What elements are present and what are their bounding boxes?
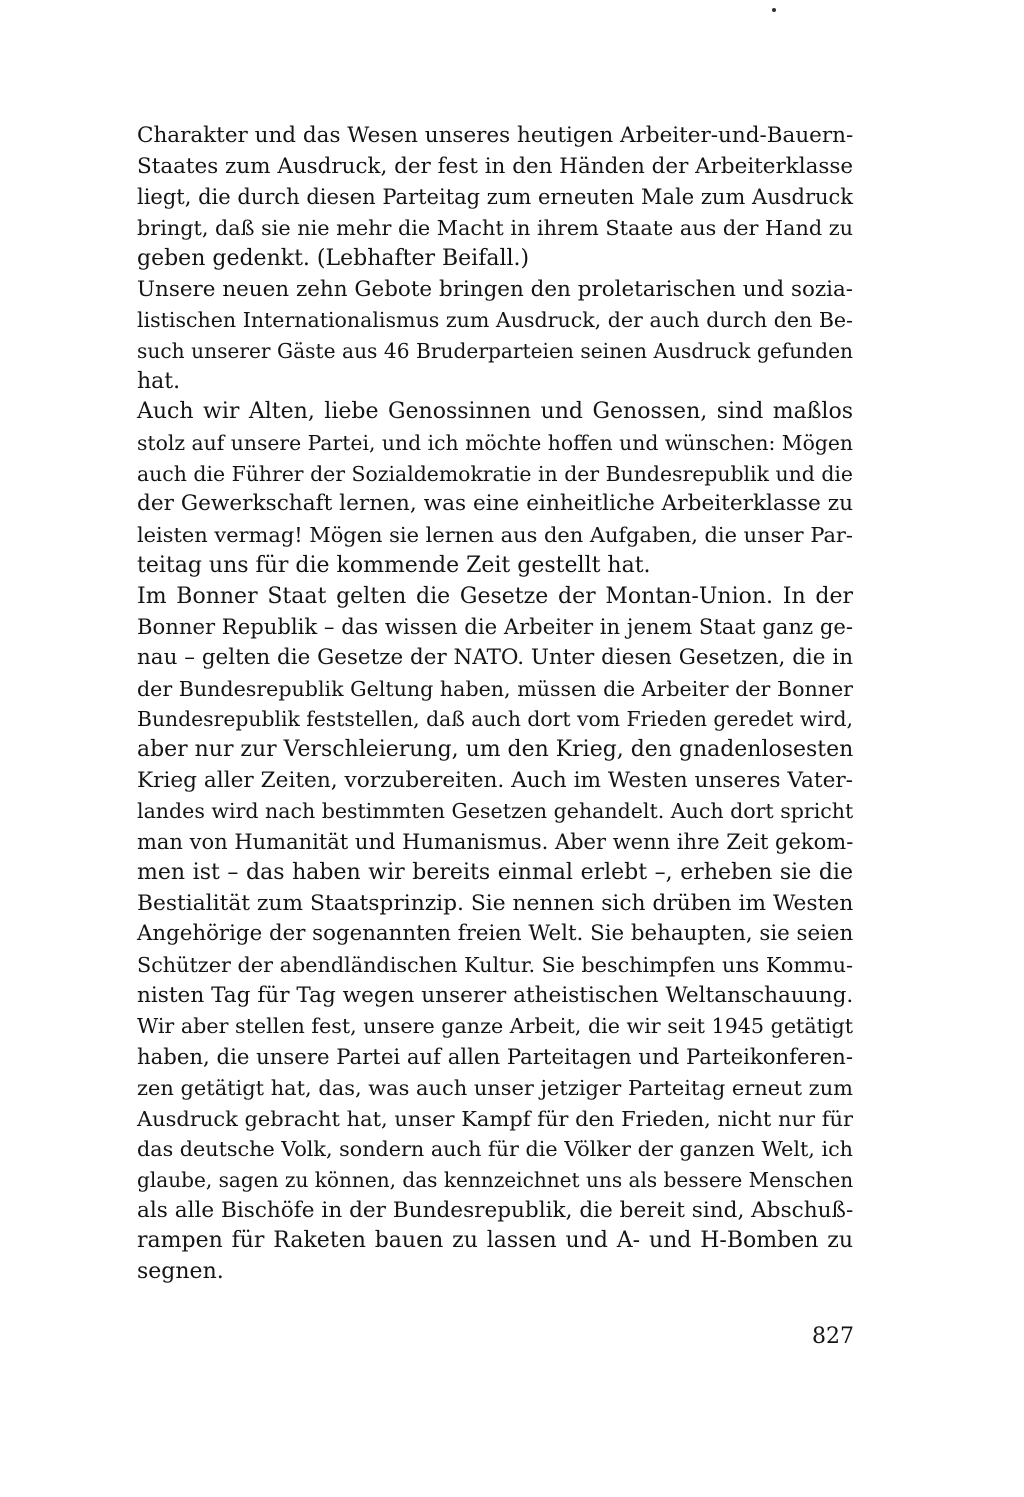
text-line: der Bundesrepublik Geltung haben, müssen die Arbeiter der Bonner — [137, 676, 853, 701]
text-line: leisten vermag! Mögen sie lernen aus den Aufgaben, die unser Par- — [137, 523, 853, 548]
text-line: auch die Führer der Sozialdemokratie in der Bundesrepublik und die — [137, 461, 853, 486]
text-line: bringt, daß sie nie mehr die Macht in ihrem Staate aus der Hand zu — [137, 216, 853, 241]
text-line: Auch wir Alten, liebe Genossinnen und Genossen, sind maßlos — [137, 399, 853, 425]
text-line: aber nur zur Verschleierung, um den Krieg, den gnadenlosesten — [137, 737, 854, 763]
text-line: Im Bonner Staat gelten die Gesetze der Montan-Union. In der — [137, 583, 853, 609]
text-line: Charakter und das Wesen unseres heutigen Arbeiter-und-Bauern- — [137, 123, 854, 148]
text-line: teitag uns für die kommende Zeit gestellt hat. — [137, 552, 651, 578]
text-line: Staates zum Ausdruck, der fest in den Händen der Arbeiterklasse — [137, 153, 854, 179]
text-line: Unsere neuen zehn Gebote bringen den proletarischen und sozia- — [137, 276, 853, 302]
text-line: men ist – das haben wir bereits einmal erlebt –, erheben sie die — [137, 859, 853, 885]
paragraph — [137, 121, 853, 275]
text-line: Bonner Republik – das wissen die Arbeiter in jenem Staat ganz ge- — [137, 614, 853, 640]
text-line: als alle Bischöfe in der Bundesrepublik, die bereit sind, Abschuß- — [137, 1197, 854, 1223]
paragraph — [137, 397, 853, 581]
text-line: Bundesrepublik feststellen, daß auch dort vom Frieden geredet wird, — [137, 707, 853, 732]
text-line: landes wird nach bestimmten Gesetzen gehandelt. Auch dort spricht — [137, 799, 854, 824]
text-line: Wir aber stellen fest, unsere ganze Arbeit, die wir seit 1945 getätigt — [137, 1014, 853, 1039]
text-line: geben gedenkt. (Lebhafter Beifall.) — [137, 245, 530, 271]
text-line: stolz auf unsere Partei, und ich möchte hoffen und wünschen: Mögen — [137, 431, 853, 456]
text-line: nau – gelten die Gesetze der NATO. Unter diesen Gesetzen, die in — [137, 644, 853, 670]
text-line: segnen. — [137, 1259, 224, 1285]
text-line: Krieg aller Zeiten, vorzubereiten. Auch im Westen unseres Vater- — [137, 767, 853, 793]
text-line: Angehörige der sogenannten freien Welt. Sie behaupten, sie seien — [137, 921, 854, 947]
text-line: das deutsche Volk, sondern auch für die Völker der ganzen Welt, ich — [137, 1137, 853, 1162]
text-line: rampen für Raketen bauen zu lassen und A- und H-Bomben zu — [137, 1228, 853, 1254]
paragraph — [137, 582, 853, 1288]
text-line: Ausdruck gebracht hat, unser Kampf für den Frieden, nicht nur für — [137, 1106, 853, 1131]
text-line: liegt, die durch diesen Parteitag zum erneuten Male zum Ausdruck — [137, 185, 853, 210]
text-line: haben, die unsere Partei auf allen Parteitagen und Parteikonferen- — [137, 1044, 853, 1070]
text-line: glaube, sagen zu können, das kennzeichnet uns als bessere Menschen — [137, 1167, 854, 1192]
text-line: such unserer Gäste aus 46 Bruderparteien seinen Ausdruck gefunden — [137, 338, 853, 363]
text-line: hat. — [137, 368, 181, 394]
text-line: listischen Internationalismus zum Ausdruck, der auch durch den Be- — [137, 308, 853, 333]
ink-speck — [772, 8, 776, 12]
page-number: 827 — [812, 1324, 854, 1349]
text-line: nisten Tag für Tag wegen unserer atheistischen Weltanschauung. — [137, 982, 854, 1008]
text-line: Bestialität zum Staatsprinzip. Sie nennen sich drüben im Westen — [137, 890, 854, 916]
text-line: der Gewerkschaft lernen, was eine einheitliche Arbeiterklasse zu — [137, 491, 853, 517]
text-line: zen getätigt hat, das, was auch unser jetziger Parteitag erneut zum — [137, 1075, 853, 1100]
text-line: man von Humanität und Humanismus. Aber wenn ihre Zeit gekom- — [137, 830, 854, 855]
paragraph — [137, 275, 853, 398]
text-line: Schützer der abendländischen Kultur. Sie beschimpfen uns Kommu- — [137, 952, 853, 977]
body-text — [137, 121, 853, 1288]
